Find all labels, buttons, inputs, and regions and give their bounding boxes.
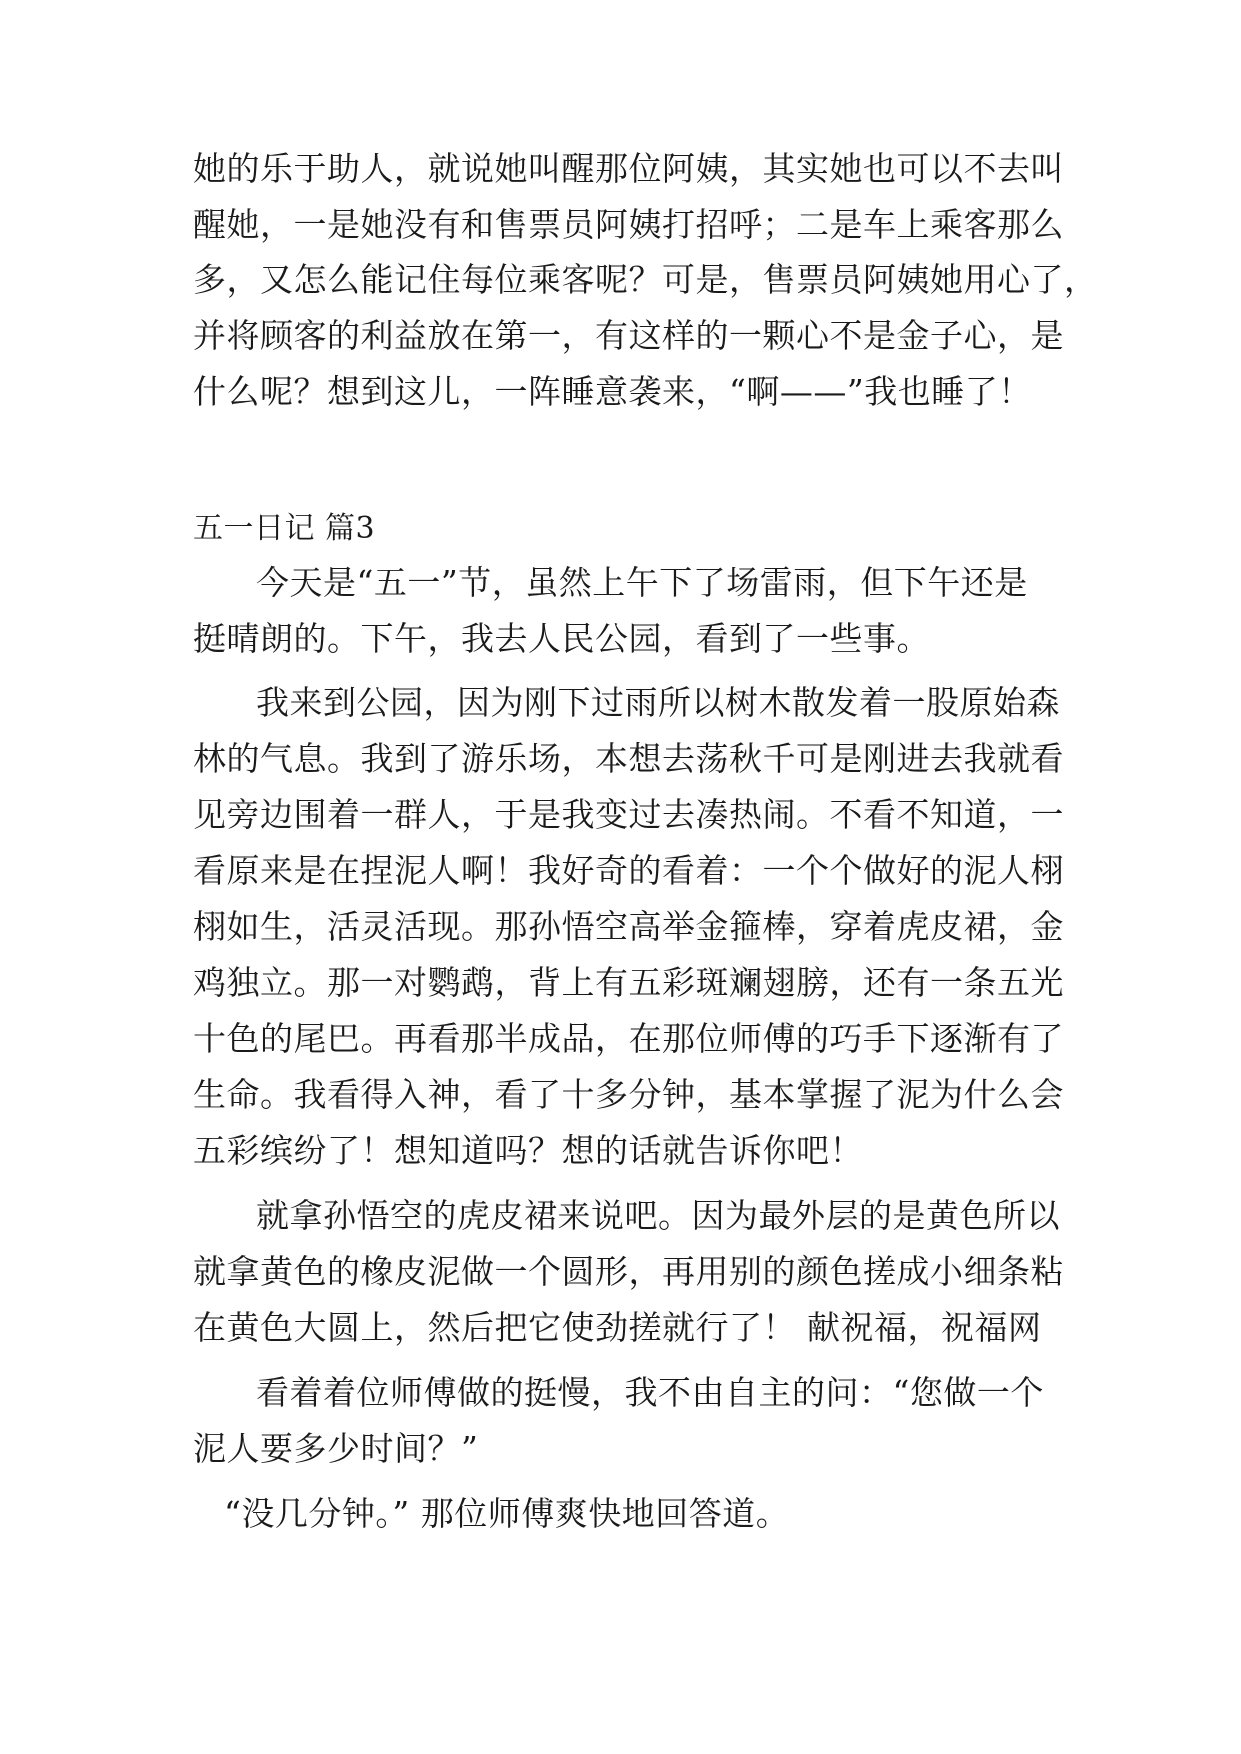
text-line: 看原来是在捏泥人啊！我好奇的看着：一个个做好的泥人栩 [193,851,1064,890]
text-line: 看着着位师傅做的挺慢，我不由自主的问：“您做一个 [256,1373,1044,1412]
text-line: 多，又怎么能记住每位乘客呢？可是，售票员阿姨她用心了， [193,260,1098,299]
text-line: 鸡独立。那一对鹦鹉，背上有五彩斑斓翅膀，还有一条五光 [193,963,1064,1002]
text-line: 林的气息。我到了游乐场，本想去荡秋千可是刚进去我就看 [193,739,1064,778]
text-line: 醒她，一是她没有和售票员阿姨打招呼；二是车上乘客那么 [193,205,1064,244]
text-line: 栩如生，活灵活现。那孙悟空高举金箍棒，穿着虎皮裙，金 [193,907,1064,946]
text-line: 什么呢？想到这儿，一阵睡意袭来，“啊——”我也睡了！ [193,372,1032,411]
text-line: 泥人要多少时间？” [193,1429,479,1468]
text-line: 挺晴朗的。下午，我去人民公园，看到了一些事。 [193,619,930,658]
text-line: 见旁边围着一群人，于是我变过去凑热闹。不看不知道，一 [193,795,1064,834]
text-line: 在黄色大圆上，然后把它使劲搓就行了！ 献祝福，祝福网 [193,1308,1042,1347]
text-line: 十色的尾巴。再看那半成品，在那位师傅的巧手下逐渐有了 [193,1019,1064,1058]
section-title: 五一日记 篇3 [193,511,376,546]
text-line: 生命。我看得入神，看了十多分钟，基本掌握了泥为什么会 [193,1075,1064,1114]
text-line: 就拿孙悟空的虎皮裙来说吧。因为最外层的是黄色所以 [256,1196,1060,1235]
text-line: 五彩缤纷了！想知道吗？想的话就告诉你吧！ [193,1131,863,1170]
text-line: “没几分钟。” 那位师傅爽快地回答道。 [224,1494,790,1533]
text-line: 就拿黄色的橡皮泥做一个圆形，再用别的颜色搓成小细条粘 [193,1252,1064,1291]
text-line: 并将顾客的利益放在第一，有这样的一颗心不是金子心，是 [193,316,1064,355]
text-line: 我来到公园，因为刚下过雨所以树木散发着一股原始森 [256,683,1060,722]
text-line: 今天是“五一”节，虽然上午下了场雷雨，但下午还是 [256,563,1028,602]
text-line: 她的乐于助人，就说她叫醒那位阿姨，其实她也可以不去叫 [193,149,1064,188]
